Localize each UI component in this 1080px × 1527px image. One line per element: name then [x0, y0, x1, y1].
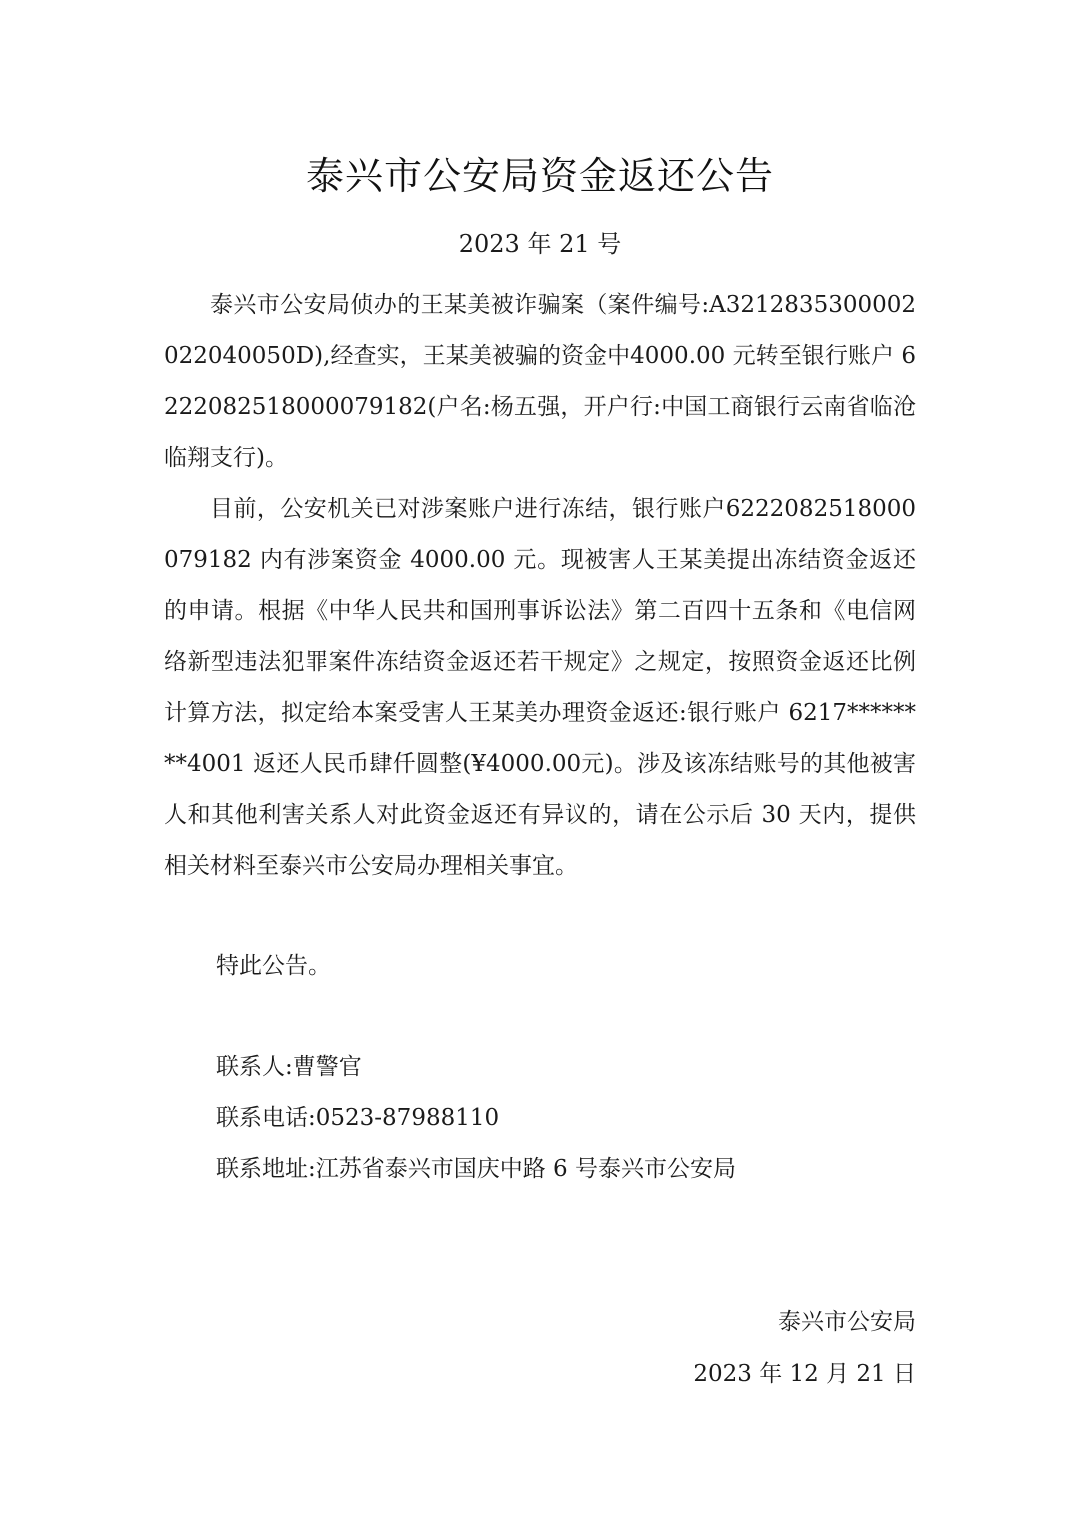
document-title: 泰兴市公安局资金返还公告	[305, 154, 774, 198]
contact-address: 联系地址:江苏省泰兴市国庆中路 6 号泰兴市公安局	[216, 1156, 737, 1182]
document-number: 2023 年 21 号	[458, 230, 622, 258]
paragraph-case-details: 泰兴市公安局侦办的王某美被诈骗案（案件编号:A3212835300002022040050D),经查实，王某美被骗的资金中4000.00 元转至银行账户 6222082518000079182(户名:杨五强，开户行:中国工商银行云南省临沧临翔支行)。	[164, 292, 916, 471]
signature-block	[693, 1296, 916, 1400]
closing-statement: 特此公告。	[216, 953, 331, 979]
paragraph-return-decision: 目前，公安机关已对涉案账户进行冻结，银行账户6222082518000079182 内有涉案资金 4000.00 元。现被害人王某美提出冻结资金返还的申请。根据《中华人民共和国刑事诉讼法》第二百四十五条和《电信网络新型违法犯罪案件冻结资金返还若干规定》之规定，按照资金返还比例计算方法，拟定给本案受害人王某美办理资金返还:银行账户 6217********4001 返还人民币肆仟圆整(¥4000.00元)。涉及该冻结账号的其他被害人和其他利害关系人对此资金返还有异议的，请在公示后 30 天内，提供相关材料至泰兴市公安局办理相关事宜。	[164, 496, 916, 879]
contact-phone: 联系电话:0523-87988110	[216, 1105, 500, 1131]
contact-person: 联系人:曹警官	[216, 1054, 362, 1080]
contact-block	[216, 1042, 736, 1195]
issuer-name: 泰兴市公安局	[778, 1309, 916, 1335]
document-body	[164, 280, 916, 892]
issue-date: 2023 年 12 月 21 日	[693, 1361, 916, 1387]
